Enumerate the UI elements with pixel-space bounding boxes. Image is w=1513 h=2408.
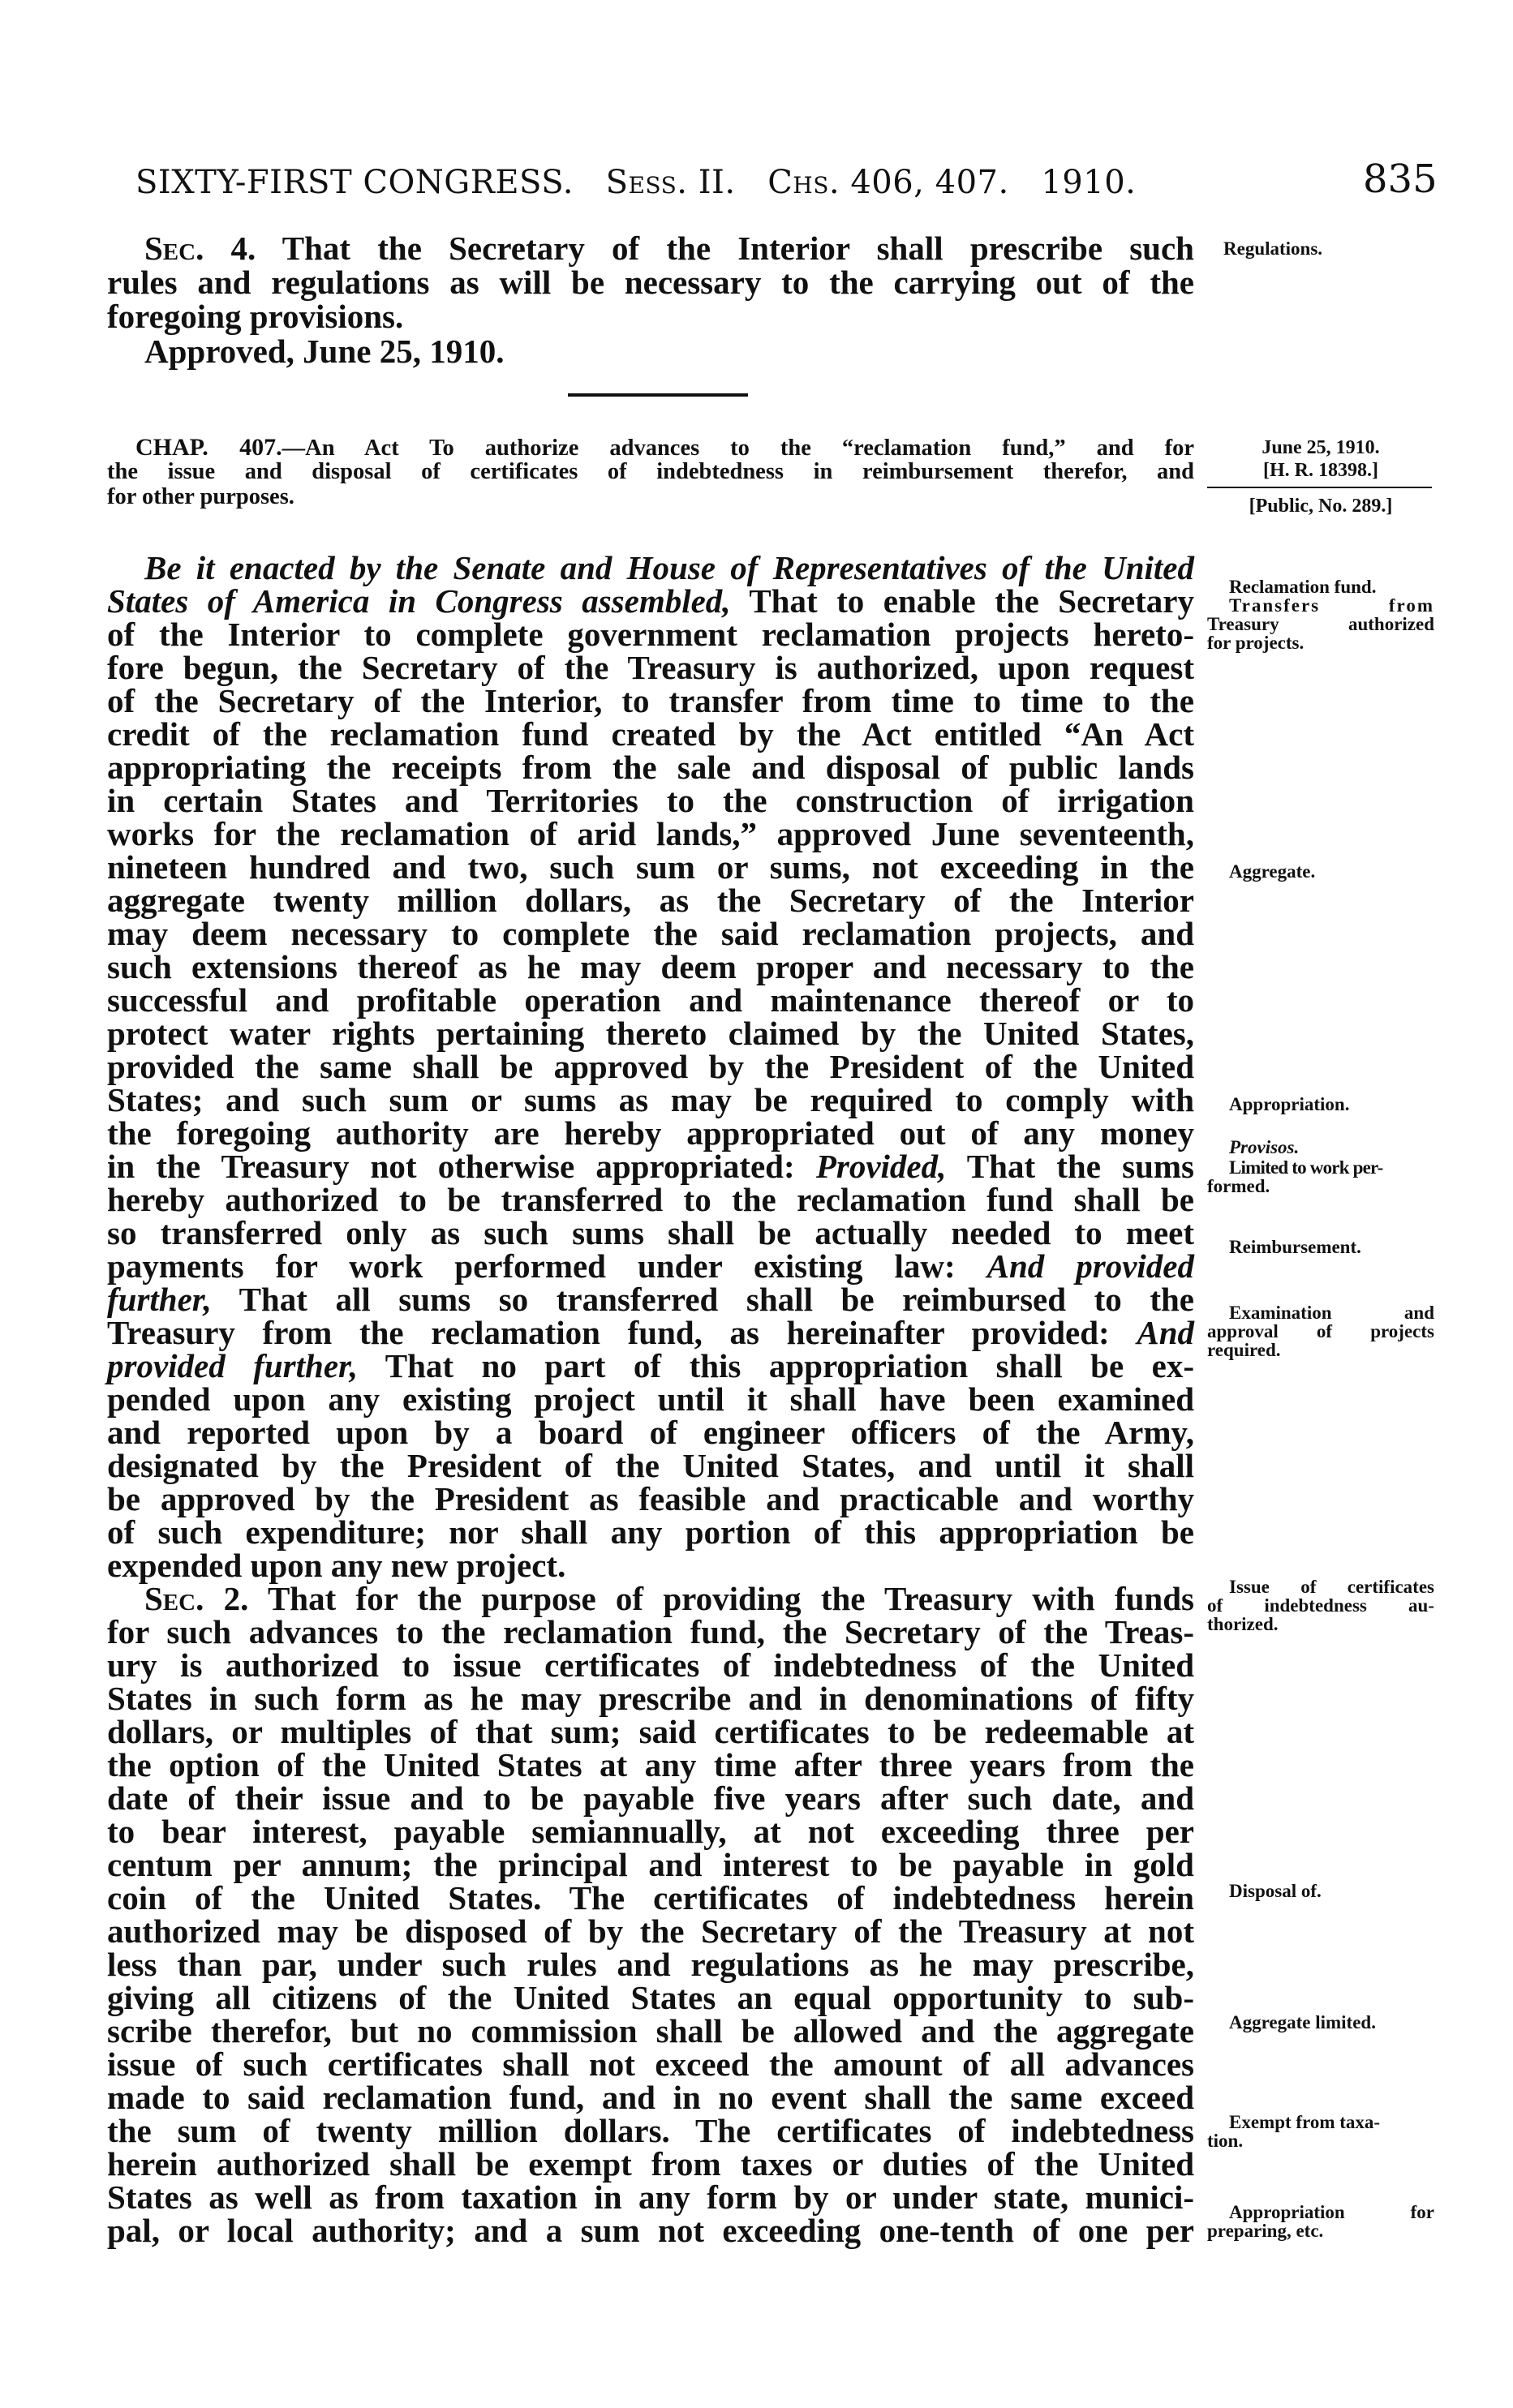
body-line: payments for work performed under existing law: And provided	[107, 1247, 1194, 1285]
body-line: and reported upon by a board of engineer officers of the Army,	[107, 1414, 1194, 1451]
body-line: date of their issue and to be payable five years after such date, and	[107, 1779, 1194, 1817]
running-head	[135, 166, 1136, 199]
session: Sess. II.	[605, 164, 736, 201]
body-line: States in such form as he may prescribe and in denominations of fifty	[107, 1680, 1194, 1717]
body-line: scribe therefor, but no commission shall be allowed and the aggregate	[107, 2012, 1194, 2050]
page-number: 835	[1363, 157, 1438, 202]
body-line: less than par, under such rules and regulations as he may prescribe,	[107, 1946, 1194, 1983]
sec4-line-3: foregoing provisions.	[107, 298, 404, 335]
margin-note-limited-1: Limited to work per-	[1229, 1157, 1383, 1178]
public-law-number: [Public, No. 289.]	[1249, 496, 1393, 517]
body-line: so transferred only as such sums shall be actually needed to meet	[107, 1214, 1194, 1251]
margin-note-exempt-1: Exempt from taxa-	[1229, 2112, 1381, 2132]
sec4-label: Sec. 4.	[144, 230, 256, 267]
body-line: such extensions thereof as he may deem proper and necessary to the	[107, 948, 1194, 985]
body-line: the option of the United States at any time after three years from the	[107, 1746, 1194, 1783]
date-block-rule	[1207, 487, 1432, 488]
body-line: hereby authorized to be transferred to the reclamation fund shall be	[107, 1181, 1194, 1218]
body-line: Treasury from the reclamation fund, as hereinafter provided: And	[107, 1314, 1194, 1351]
margin-note-regulations: Regulations.	[1223, 238, 1323, 259]
body-line-proviso: in the Treasury not otherwise appropriated: Provided, That the sums	[107, 1148, 1194, 1185]
chapter-date: June 25, 1910.	[1262, 437, 1380, 458]
body-line: provided the same shall be approved by the President of the United	[107, 1048, 1194, 1085]
margin-note-examination-2: approval of projects	[1207, 1321, 1434, 1341]
body-line: nineteen hundred and two, such sum or sums, not exceeding in the	[107, 848, 1194, 886]
body-line: States as well as from taxation in any form by or under state, munici-	[107, 2178, 1194, 2216]
body-line: works for the reclamation of arid lands,” approved June seventeenth,	[107, 815, 1194, 852]
body-line: for such advances to the reclamation fund, the Secretary of the Treas-	[107, 1613, 1194, 1650]
margin-note-appropriation-for-2: preparing, etc.	[1207, 2221, 1324, 2241]
body-line: further, That all sums so transferred shall be reimbursed to the	[107, 1281, 1194, 1318]
body-line: ury is authorized to issue certificates of indebtedness of the United	[107, 1646, 1194, 1684]
body-line: herein authorized shall be exempt from taxes or duties of the United	[107, 2145, 1194, 2183]
body-line: coin of the United States. The certificates of indebtedness herein	[107, 1879, 1194, 1917]
body-line: giving all citizens of the United States an equal opportunity to sub-	[107, 1979, 1194, 2016]
body-line: issue of such certificates shall not exceed the amount of all advances	[107, 2045, 1194, 2083]
margin-note-transfers-3: for projects.	[1207, 633, 1305, 653]
body-line: the foregoing authority are hereby appropriated out of any money	[107, 1114, 1194, 1152]
body-line: aggregate twenty million dollars, as the Secretary of the Interior	[107, 882, 1194, 919]
margin-note-issue-2: of indebtedness au-	[1207, 1595, 1434, 1616]
body-line: provided further, That no part of this appropriation shall be ex-	[107, 1347, 1194, 1384]
margin-note-aggregate-limited: Aggregate limited.	[1229, 2012, 1376, 2032]
body-line: may deem necessary to complete the said reclamation projects, and	[107, 915, 1194, 952]
chapter-title-line-3: for other purposes.	[107, 484, 294, 509]
body-line: pended upon any existing project until it shall have been examined	[107, 1380, 1194, 1418]
body-line: the sum of twenty million dollars. The certificates of indebtedness	[107, 2112, 1194, 2149]
body-line: of such expenditure; nor shall any portion of this appropriation be	[107, 1513, 1194, 1551]
chapter-title-line-2: the issue and disposal of certificates of indebtedness in reimbursement therefor, and	[107, 459, 1194, 484]
margin-note-examination-1: Examination and	[1229, 1303, 1434, 1323]
congress-title: SIXTY-FIRST CONGRESS.	[135, 164, 574, 201]
body-line: expended upon any new project.	[107, 1547, 566, 1584]
bill-number: [H. R. 18398.]	[1263, 460, 1378, 481]
margin-note-examination-3: required.	[1207, 1340, 1281, 1360]
enacting-clause-2: States of America in Congress assembled, That to enable the Secretary	[107, 582, 1194, 620]
body-line: appropriating the receipts from the sale and disposal of public lands	[107, 749, 1194, 786]
margin-note-issue-1: Issue of certificates	[1229, 1577, 1434, 1597]
body-line: be approved by the President as feasible and practicable and worthy	[107, 1480, 1194, 1517]
margin-note-appropriation: Appropriation.	[1229, 1094, 1350, 1114]
body-line: in certain States and Territories to the construction of irrigation	[107, 782, 1194, 819]
sec2-label: Sec. 2.	[144, 1580, 249, 1617]
body-line: dollars, or multiples of that sum; said certificates to be redeemable at	[107, 1713, 1194, 1750]
body-line: to bear interest, payable semiannually, at not exceeding three per	[107, 1813, 1194, 1850]
margin-note-provisos: Provisos.	[1229, 1137, 1300, 1157]
margin-note-aggregate: Aggregate.	[1229, 861, 1316, 882]
enacting-clause-1: Be it enacted by the Senate and House of Representatives of the United	[144, 549, 1194, 586]
margin-note-reclamation-fund: Reclamation fund.	[1229, 577, 1377, 597]
sec4-line	[144, 232, 1194, 265]
margin-note-limited-2: formed.	[1207, 1176, 1270, 1196]
body-line: centum per annum; the principal and interest to be payable in gold	[107, 1846, 1194, 1883]
margin-note-transfers-1: Transfers from	[1229, 595, 1434, 616]
margin-note-disposal: Disposal of.	[1229, 1881, 1322, 1901]
sec2-first-line: Sec. 2. That for the purpose of providing the Treasury with funds	[144, 1580, 1194, 1617]
section-divider	[568, 393, 748, 397]
sec4-text: That the Secretary of the Interior shall prescribe such	[256, 230, 1194, 267]
sec4-line-2: rules and regulations as will be necessary to the carrying out of the	[107, 264, 1194, 301]
approved-line: Approved, June 25, 1910.	[144, 333, 505, 370]
margin-note-appropriation-for-1: Appropriation for	[1229, 2202, 1434, 2222]
body-line: made to said reclamation fund, and in no event shall the same exceed	[107, 2079, 1194, 2116]
year: 1910.	[1041, 164, 1137, 201]
chapters: Chs. 406, 407.	[767, 164, 1009, 201]
body-line: successful and profitable operation and maintenance thereof or to	[107, 981, 1194, 1019]
body-line: protect water rights pertaining thereto claimed by the United States,	[107, 1015, 1194, 1052]
body-line: pal, or local authority; and a sum not exceeding one-tenth of one per	[107, 2212, 1194, 2249]
body-line: of the Secretary of the Interior, to transfer from time to time to the	[107, 682, 1194, 719]
body-line: authorized may be disposed of by the Secretary of the Treasury at not	[107, 1912, 1194, 1950]
body-line: of the Interior to complete government reclamation projects hereto-	[107, 616, 1194, 653]
margin-note-issue-3: thorized.	[1207, 1614, 1279, 1634]
body-line: designated by the President of the United States, and until it shall	[107, 1447, 1194, 1484]
body-line: States; and such sum or sums as may be required to comply with	[107, 1081, 1194, 1118]
margin-note-reimbursement: Reimbursement.	[1229, 1237, 1361, 1257]
margin-note-exempt-2: tion.	[1207, 2131, 1244, 2151]
body-line: fore begun, the Secretary of the Treasury is authorized, upon request	[107, 649, 1194, 686]
chapter-title-line-1: CHAP. 407.—An Act To authorize advances to the “reclamation fund,” and for	[135, 434, 1194, 461]
margin-note-transfers-2: Treasury authorized	[1207, 614, 1434, 634]
body-line: credit of the reclamation fund created by the Act entitled “An Act	[107, 715, 1194, 753]
chapter-label: CHAP. 407.	[135, 434, 282, 461]
